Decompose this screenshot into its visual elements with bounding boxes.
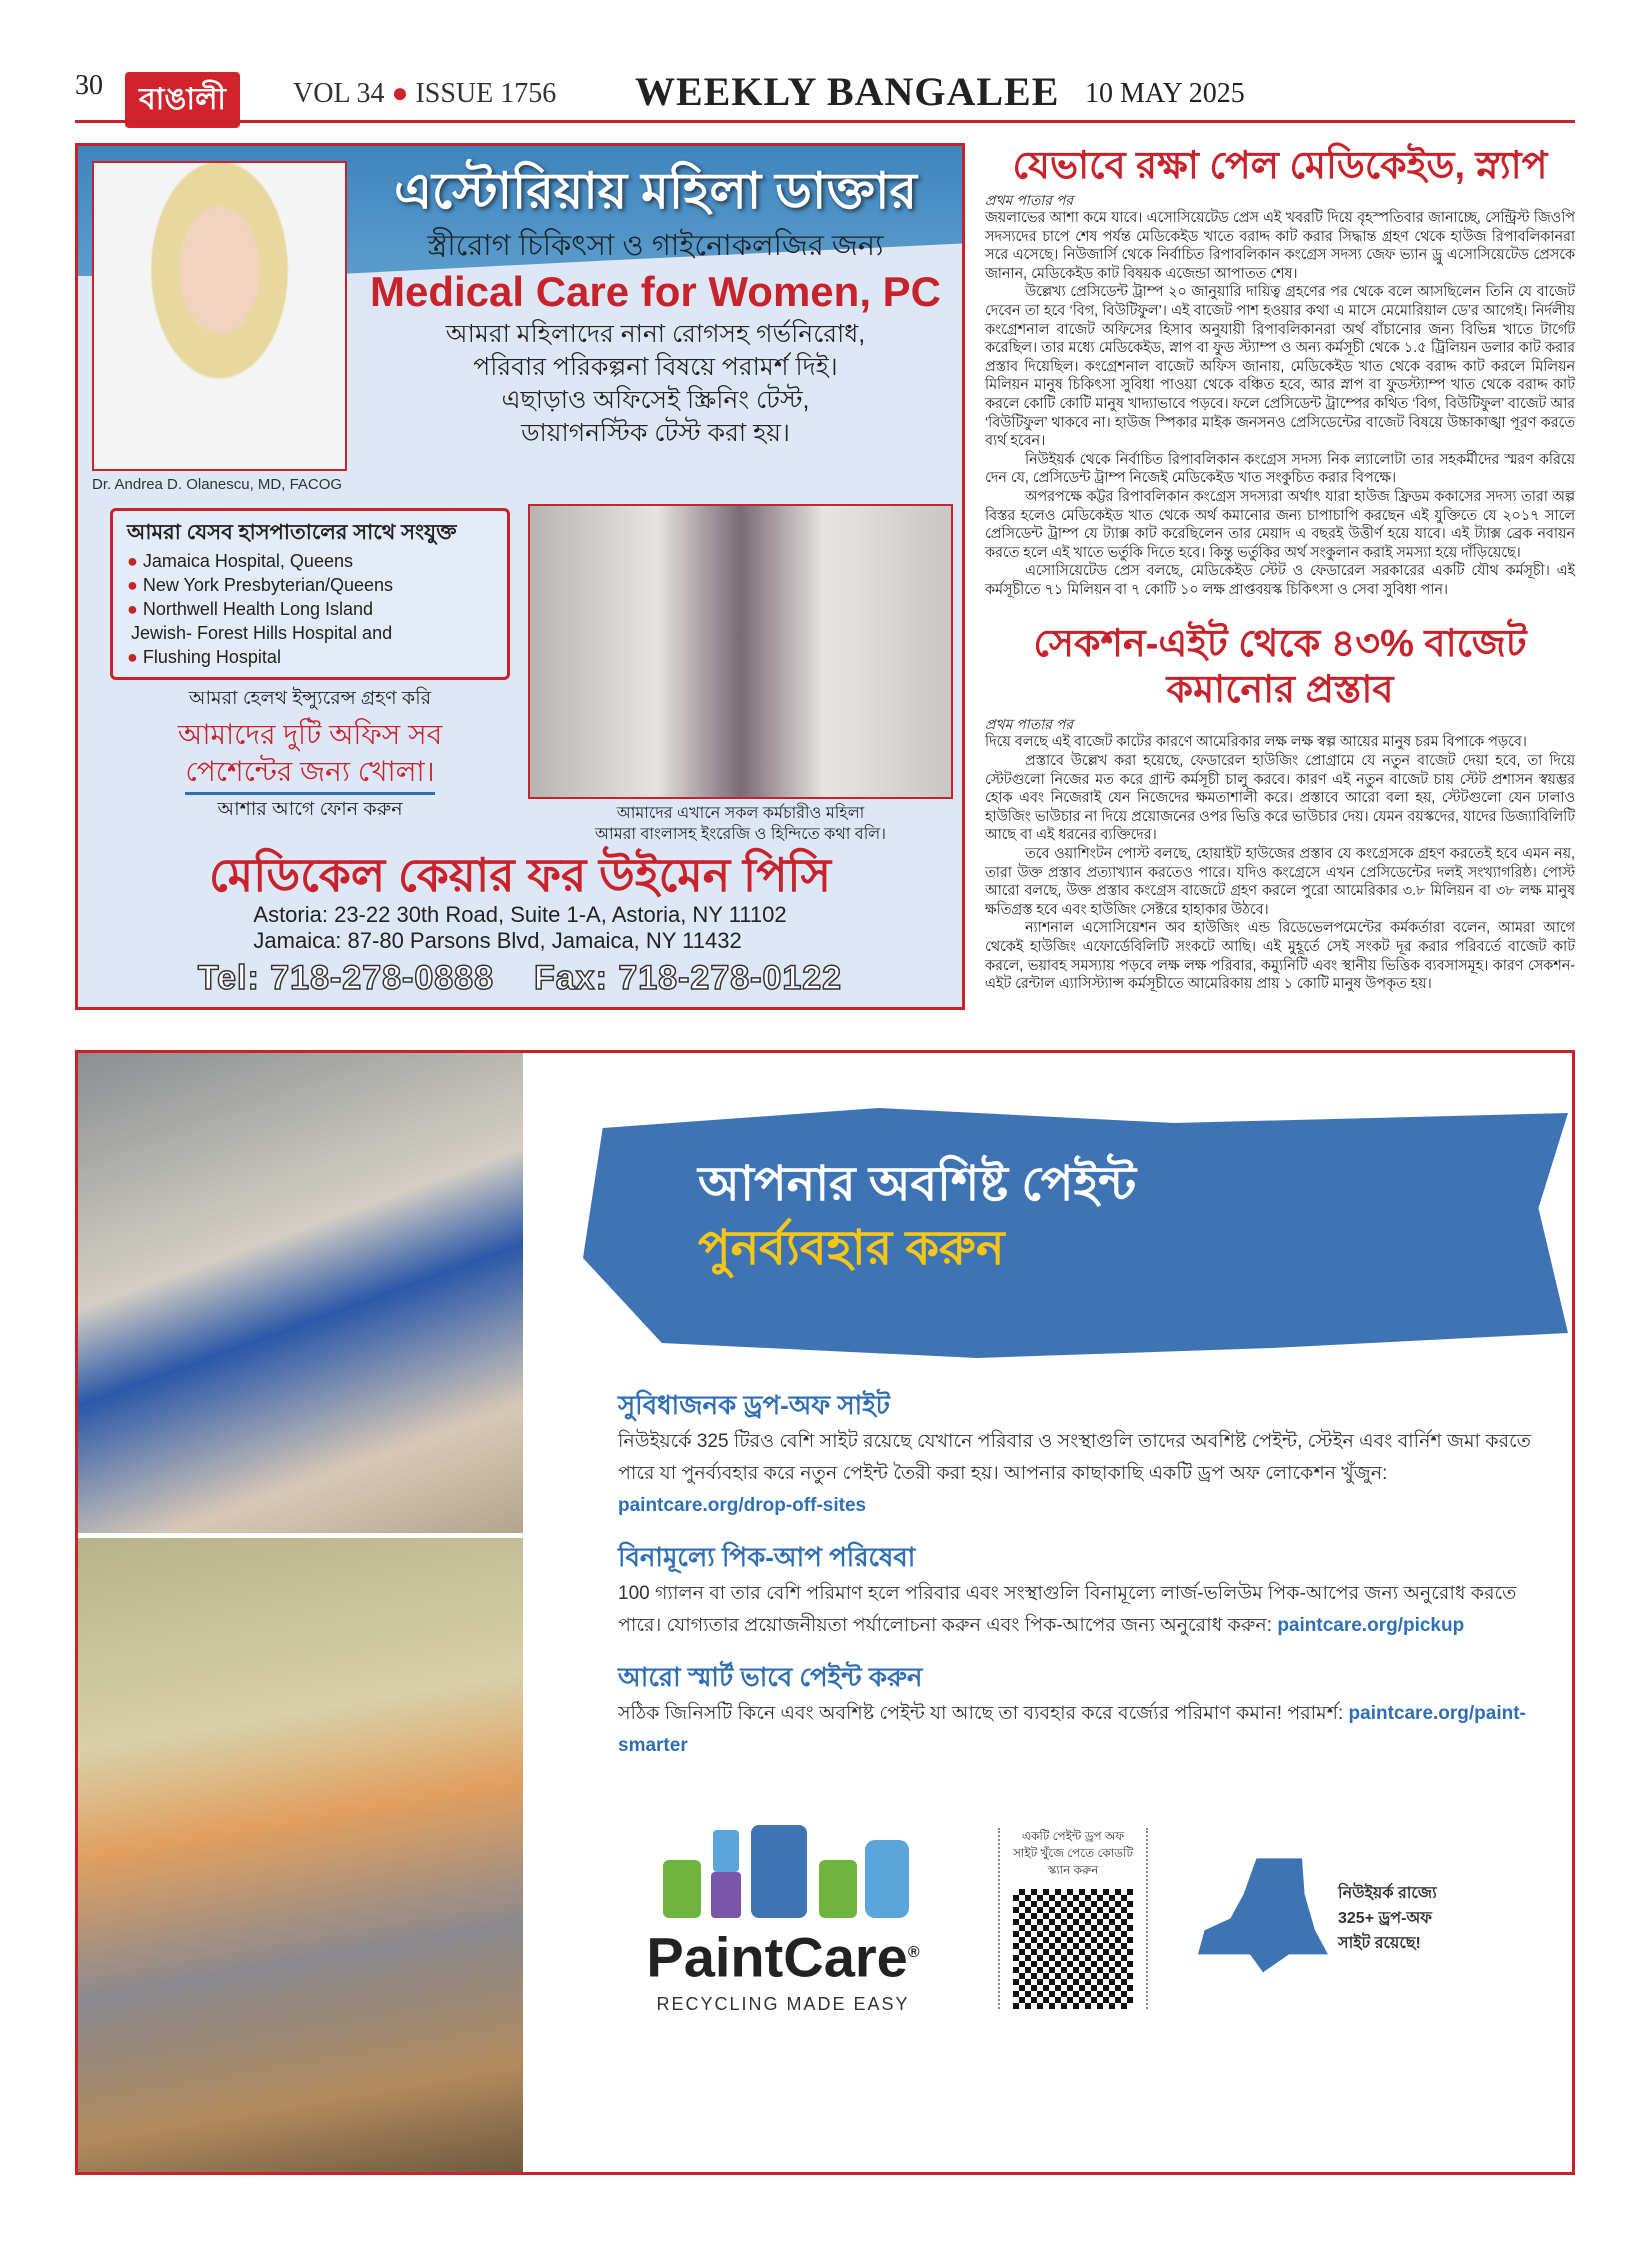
contact-numbers	[198, 956, 842, 1000]
banner-heading	[698, 1153, 1538, 1281]
hospital-item: ● Jamaica Hospital, Queens	[127, 551, 353, 571]
article-medicaid	[985, 143, 1575, 599]
ad-left-block	[110, 508, 510, 823]
issue-date: 10 MAY 2025	[1085, 78, 1245, 109]
banner-line-2: পুনর্ব্যবহার করুন	[698, 1222, 1005, 1275]
drop-off-link[interactable]: paintcare.org/drop-off-sites	[618, 1495, 867, 1516]
doctor-photo	[92, 161, 347, 471]
doctor-caption: Dr. Andrea D. Olanescu, MD, FACOG	[92, 476, 343, 493]
section-title: বিনামূল্যে পিক-আপ পরিষেবা	[618, 1542, 916, 1572]
section-drop-off	[618, 1388, 1548, 1522]
hospital-item: ● Flushing Hospital	[127, 647, 281, 667]
article-paragraph: ন্যাশনাল এসোসিয়েশন অব হাউজিং এন্ড রিডেভেলপমেন্টের কর্মকর্তারা বলেন, আমরা আগে থেকেই হাউজিং এফোর্ডেবিলিটি সংকটে আছি। এই মুহূর্তে সেই সংকট দূর করার পরিবর্তে বাজেট কাট করলে, ভয়াবহ সমস্যায় পড়বে লক্ষ লক্ষ পরিবার, কম্যুনিটি এবং স্থানীয় ভিত্তিক ব্যবসাসমূহ। কারণ সেকশন-এইট রেন্টাল এ্যাসিস্ট্যান্স কর্মসূচীতে আমেরিকায় প্রায় ১ কোটি মানুষ উপকৃত হয়।	[985, 920, 1575, 993]
description-line: আমরা মহিলাদের নানা রোগসহ গর্ভনিরোধ,	[445, 320, 866, 348]
affiliated-hospitals-box	[110, 508, 510, 680]
ad-headline: এস্টোরিয়ায় মহিলা ডাক্তার	[394, 163, 917, 219]
paintcare-brand	[618, 1820, 948, 2017]
clinic-name-english: Medical Care for Women, PC	[369, 268, 942, 315]
clinic-addresses: Astoria: 23-22 30th Road, Suite 1-A, Astoria, NY 11102 Jamaica: 87-80 Parsons Blvd, Jamaica, NY 11432	[253, 902, 787, 953]
article-section-eight	[985, 621, 1575, 993]
hospital-item: ● Northwell Health Long Island	[127, 599, 374, 619]
qr-code[interactable]	[1013, 1889, 1133, 2009]
top-row	[75, 143, 1575, 1010]
article-paragraph: নিউইয়র্ক থেকে নির্বাচিত রিপাবলিকান কংগ্রেস সদস্য নিক ল্যালোটা তার সহকর্মীদের স্মরণ করিয়ে দেন যে, প্রেসিডেন্ট ট্রাম্প নিজেই মেডিকেইড খাত সংকুচিত করার বিপক্ষে।	[985, 451, 1575, 487]
services-description	[446, 318, 865, 450]
article-paragraph: প্রস্তাবে উল্লেখ করা হয়েছে, ফেডারেল হাউজিং প্রোগ্রামে যে নতুন বাজেট দেয়া হবে, তা দিয়ে স্টেটগুলো নিজের মত করে গ্রান্ট কর্মসূচী চালু করবে। কারণ এই নতুন বাজেট চায় স্টেট প্রশাসন স্বয়ম্ভর হোক এবং নিজেরাই যেন নিজেদের ক্ষমতাশালী করে। প্রস্তাবে আরো বলা হয়, স্টেটগুলো যেন ঢালাও হাউজিং ভাউচার না দিয়ে প্রয়োজনের ওপর ভিত্তি করে ভাউচার দেয়। যেমন বয়স্কদের, যাদের ডিজ্যাবিলিটি আছে বা এই ধরনের ব্যক্তিদের।	[985, 753, 1575, 844]
pickup-link[interactable]: paintcare.org/pickup	[1277, 1615, 1465, 1636]
article-paragraph: অপরপক্ষে কট্টর রিপাবলিকান কংগ্রেস সদস্যরা অর্থাৎ যারা হাউজ ফ্রিডম ককাসের সদস্য তারা অল্প বিস্তর হলেও মেডিকেইড খাত থেকে অর্থ কমানোর জন্য চাপাচাপি করছেন এই যুক্তিতে যে ২০১৭ সালে প্রেসিডেন্ট ট্রাম্প যে ট্যাক্স কাট করেছিলেন তার মেয়াদ এ বছরই উত্তীর্ণ হয়ে যাবে। এই ট্যাক্স ব্রেক নবায়ন করতে হলে এই খাতে ভর্তুকি দিতে হবে। কিন্তু ভর্তুকির অর্থ সংকুলান করাই সমস্যা হয়ে দাঁড়িয়েছে।	[985, 488, 1575, 561]
masthead-logo: বাঙালী	[125, 72, 240, 128]
insurance-note: আমরা হেলথ ইন্স্যুরেন্স গ্রহণ করি	[188, 688, 432, 709]
bullet-icon: ●	[127, 551, 143, 571]
section-text: 100 গ্যালন বা তার বেশি পরিমাণ হলে পরিবার এবং সংস্থাগুলি বিনামূল্যে লার্জ-ভলিউম পিক-আপের জন্য অনুরোধ করতে পারে। যোগ্যতার প্রয়োজনীয়তা পর্যালোচনা করুন এবং পিক-আপের জন্য অনুরোধ করুন:	[618, 1583, 1517, 1636]
offices-open-note: আমাদের দুটি অফিস সব পেশেন্টের জন্য খোলা।	[177, 719, 443, 787]
description-line: এছাড়াও অফিসেই স্ক্রিনিং টেস্ট,	[501, 386, 810, 414]
ad-footer-block	[78, 848, 962, 1000]
section-title: আরো স্মার্ট ভাবে পেইন্ট করুন	[618, 1662, 923, 1692]
qr-instruction: একটি পেইন্ট ড্রপ অফ সাইট খুঁজে পেতে কোডটি স্ক্যান করুন	[1012, 1828, 1133, 1877]
banner-line-1: আপনার অবশিষ্ট পেইন্ট	[698, 1158, 1137, 1211]
bullet-icon: ●	[127, 575, 143, 595]
article-kicker: প্রথম পাতার পর	[985, 192, 1074, 208]
qr-section	[998, 1828, 1148, 2009]
article-paragraph: উল্লেখ্য প্রেসিডেন্ট ট্রাম্প ২০ জানুয়ারি দায়িত্ব গ্রহণের পর থেকে বলে আসছিলেন তিনি যে বাজেট দেবেন তা হবে ‘বিগ, বিউটিফুল’। এই বাজেট পাশ হওয়ার কথা এ মাসে মেমোরিয়াল ডে’র আগেই। নির্দলীয় কংগ্রেশনাল বাজেট অফিসের হিসাব অনুযায়ী রিপাবলিকানরা অর্থ বাঁচানোর জন্য বিভিন্ন খাতে টার্গেট করেছিল। তার মধ্যে মেডিকেইড, স্নাপ বা ফুড স্ট্যাম্প ও অন্য কর্মসূচী থেকে ১.৫ ট্রিলিয়ন ডলার কাট করার প্রস্তাব দিয়েছিল। কংগ্রেশনাল বাজেট অফিস জানায়, মেডিকেইড খাত থেকে বরাদ্দ কাট করলে মিলিয়ন মিলিয়ন মানুষ চিকিৎসা সুবিধা পাওয়া থেকে বঞ্চিত হবে, আর স্নাপ বা ফুডস্ট্যাম্প খাত থেকে বরাদ্দ কাট করলে কোটি কোটি মানুষ খাদ্যাভাবে পড়বে। ফলে প্রেসিডেন্ট ট্রাম্পের কথিত ‘বিগ, বিউটিফুল’ বাজেট আর ‘বিউটিফুল’ থাকবে না। হাউজ স্পিকার মাইক জনসনও প্রেসিডেন্টের বাজেট বিষয়ে উচ্চাকাঙ্খা পূরণ করতে ব্যর্থ হবেন।	[985, 284, 1575, 450]
store-photo	[78, 1053, 523, 1533]
page-number: 30	[75, 70, 103, 101]
hospital-item: ● New York Presbyterian/Queens	[127, 575, 394, 595]
article-paragraph: এসোসিয়েটেড প্রেস বলছে, মেডিকেইড স্টেট ও ফেডারেল সরকারের একটি যৌথ কর্মসূচী। এই কর্মসূচীতে ৭১ মিলিয়ন বা ৭ কোটি ১০ লক্ষ প্রাপ্তবয়স্ক চিকিৎসা ও সেবা সুবিধা পান।	[985, 563, 1575, 598]
description-line: ডায়াগনস্টিক টেস্ট করা হয়।	[521, 419, 790, 447]
paint-cans-icon	[653, 1820, 913, 1920]
article-column	[985, 143, 1575, 994]
page-content	[75, 143, 1575, 2175]
staff-caption: আমাদের এখানে সকল কর্মচারীও মহিলা আমরা বাংলাসহ ইংরেজি ও হিন্দিতে কথা বলি।	[595, 805, 886, 843]
bullet-icon: ●	[391, 78, 409, 109]
article-headline: যেভাবে রক্ষা পেল মেডিকেইড, স্ন্যাপ	[1012, 145, 1548, 187]
publication-title: WEEKLY BANGALEE	[635, 69, 1060, 114]
paintcare-content	[618, 1388, 1548, 2017]
family-paint-photo	[78, 1538, 523, 2172]
article-kicker: প্রথম পাতার পর	[985, 716, 1074, 733]
section-text: সঠিক জিনিসটি কিনে এবং অবশিষ্ট পেইন্ট যা আছে তা ব্যবহার করে বর্জ্যের পরিমাণ কমান! পরামর্শ:	[618, 1703, 1349, 1724]
description-line: পরিবার পরিকল্পনা বিষয়ে পরামর্শ দিই।	[473, 353, 838, 381]
section-pickup	[618, 1540, 1548, 1642]
paintcare-logo: PaintCare®	[646, 1925, 920, 1989]
ny-sites-block	[1198, 1858, 1437, 1978]
section-paint-smarter	[618, 1660, 1548, 1762]
paintcare-advertisement	[75, 1050, 1575, 2175]
paintcare-footer	[618, 1820, 1548, 2017]
bullet-icon: ●	[127, 647, 143, 667]
issue: ISSUE 1756	[415, 78, 557, 109]
header-divider	[75, 120, 1575, 123]
volume: VOL 34	[293, 78, 385, 109]
hospital-item: Jewish- Forest Hills Hospital and	[131, 623, 393, 643]
staff-photo	[528, 504, 953, 799]
article-paragraph: তবে ওয়াশিংটন পোস্ট বলছে, হোয়াইট হাউজের প্রস্তাব যে কংগ্রেসকে গ্রহণ করতেই হবে এমন নয়, তারা উক্ত প্রস্তাব প্রত্যাখ্যান করতেও পারে। যদিও কংগ্রেসে এখন প্রেসিডেন্টের দলই সংখ্যাগরিষ্ঠ। পোস্ট আরো বলছে, উক্ত প্রস্তাব কংগ্রেস বাজেটে গ্রহণ করলে পুরো আমেরিকার ৩.৮ মিলিয়ন বা ৩৮ লক্ষ মানুষ ক্ষতিগ্রস্ত হবে এবং হাউজিং সেক্টরে হাহাকার উঠবে।	[985, 846, 1575, 918]
fax: Fax: 718-278-0122	[534, 959, 843, 997]
bullet-icon: ●	[127, 599, 143, 619]
article-headline: সেকশন-এইট থেকে ৪৩% বাজেট কমানোর প্রস্তাব	[1033, 623, 1527, 712]
ny-sites-note: নিউইয়র্ক রাজ্যে 325+ ড্রপ-অফ সাইট রয়েছে!	[1338, 1884, 1437, 1952]
hospitals-title: আমরা যেসব হাসপাতালের সাথে সংযুক্ত	[127, 521, 457, 544]
new-york-state-map-icon	[1198, 1858, 1328, 1978]
ad-heading-block	[358, 160, 953, 450]
clinic-advertisement	[75, 143, 965, 1010]
underline-divider	[185, 792, 435, 795]
paint-smarter-link[interactable]: paintcare.org/paint-smarter	[618, 1703, 1526, 1756]
volume-issue	[293, 78, 556, 110]
section-text: নিউইয়র্কে 325 টিরও বেশি সাইট রয়েছে যেখানে পরিবার ও সংস্থাগুলি তাদের অবশিষ্ট পেইন্ট, স্টেইন এবং বার্নিশ জমা করতে পারে যা পুনর্ব্যবহার করে নতুন পেইন্ট তৈরী করা হয়। আপনার কাছাকাছি একটি ড্রপ অফ লোকেশন খুঁজুন:	[618, 1431, 1531, 1484]
article-paragraph: দিয়ে বলছে এই বাজেট কাটের কারণে আমেরিকার লক্ষ লক্ষ স্বল্প আয়ের মানুষ চরম বিপাকে পড়বে।	[985, 734, 1527, 751]
clinic-name-bangla: মেডিকেল কেয়ার ফর উইমেন পিসি	[209, 849, 831, 901]
paintcare-tagline: RECYCLING MADE EASY	[656, 1993, 910, 2014]
ad-subheadline: স্ত্রীরোগ চিকিৎসা ও গাইনোকলজির জন্য	[427, 230, 884, 262]
article-paragraph: জয়লাভের আশা কমে যাবে। এসোসিয়েটেড প্রেস এই খবরটি দিয়ে বৃহস্পতিবার জানাচ্ছে, সেন্ট্রিস্ট জিওপি সদস্যদের চাপে শেষ পর্যন্ত মেডিকেইড খাতে বরাদ্দ কাট করার সিদ্ধান্ত গ্রহণ থেকে হাউজ রিপাবলিকানরা সরে এসেছে। নিউজার্সি থেকে নির্বাচিত রিপাবলিকান কংগ্রেস সদস্য জেফ ভ্যান ড্রু এসোসিয়েটেড প্রেসকে জানান, মেডিকেইড কাট বিষয়ক এজেন্ডা আপাতত শেষ।	[985, 210, 1575, 282]
call-ahead-note: আশার আগে ফোন করুন	[217, 799, 403, 820]
telephone: Tel: 718-278-0888	[197, 959, 494, 997]
section-title: সুবিধাজনক ড্রপ-অফ সাইট	[618, 1390, 890, 1420]
